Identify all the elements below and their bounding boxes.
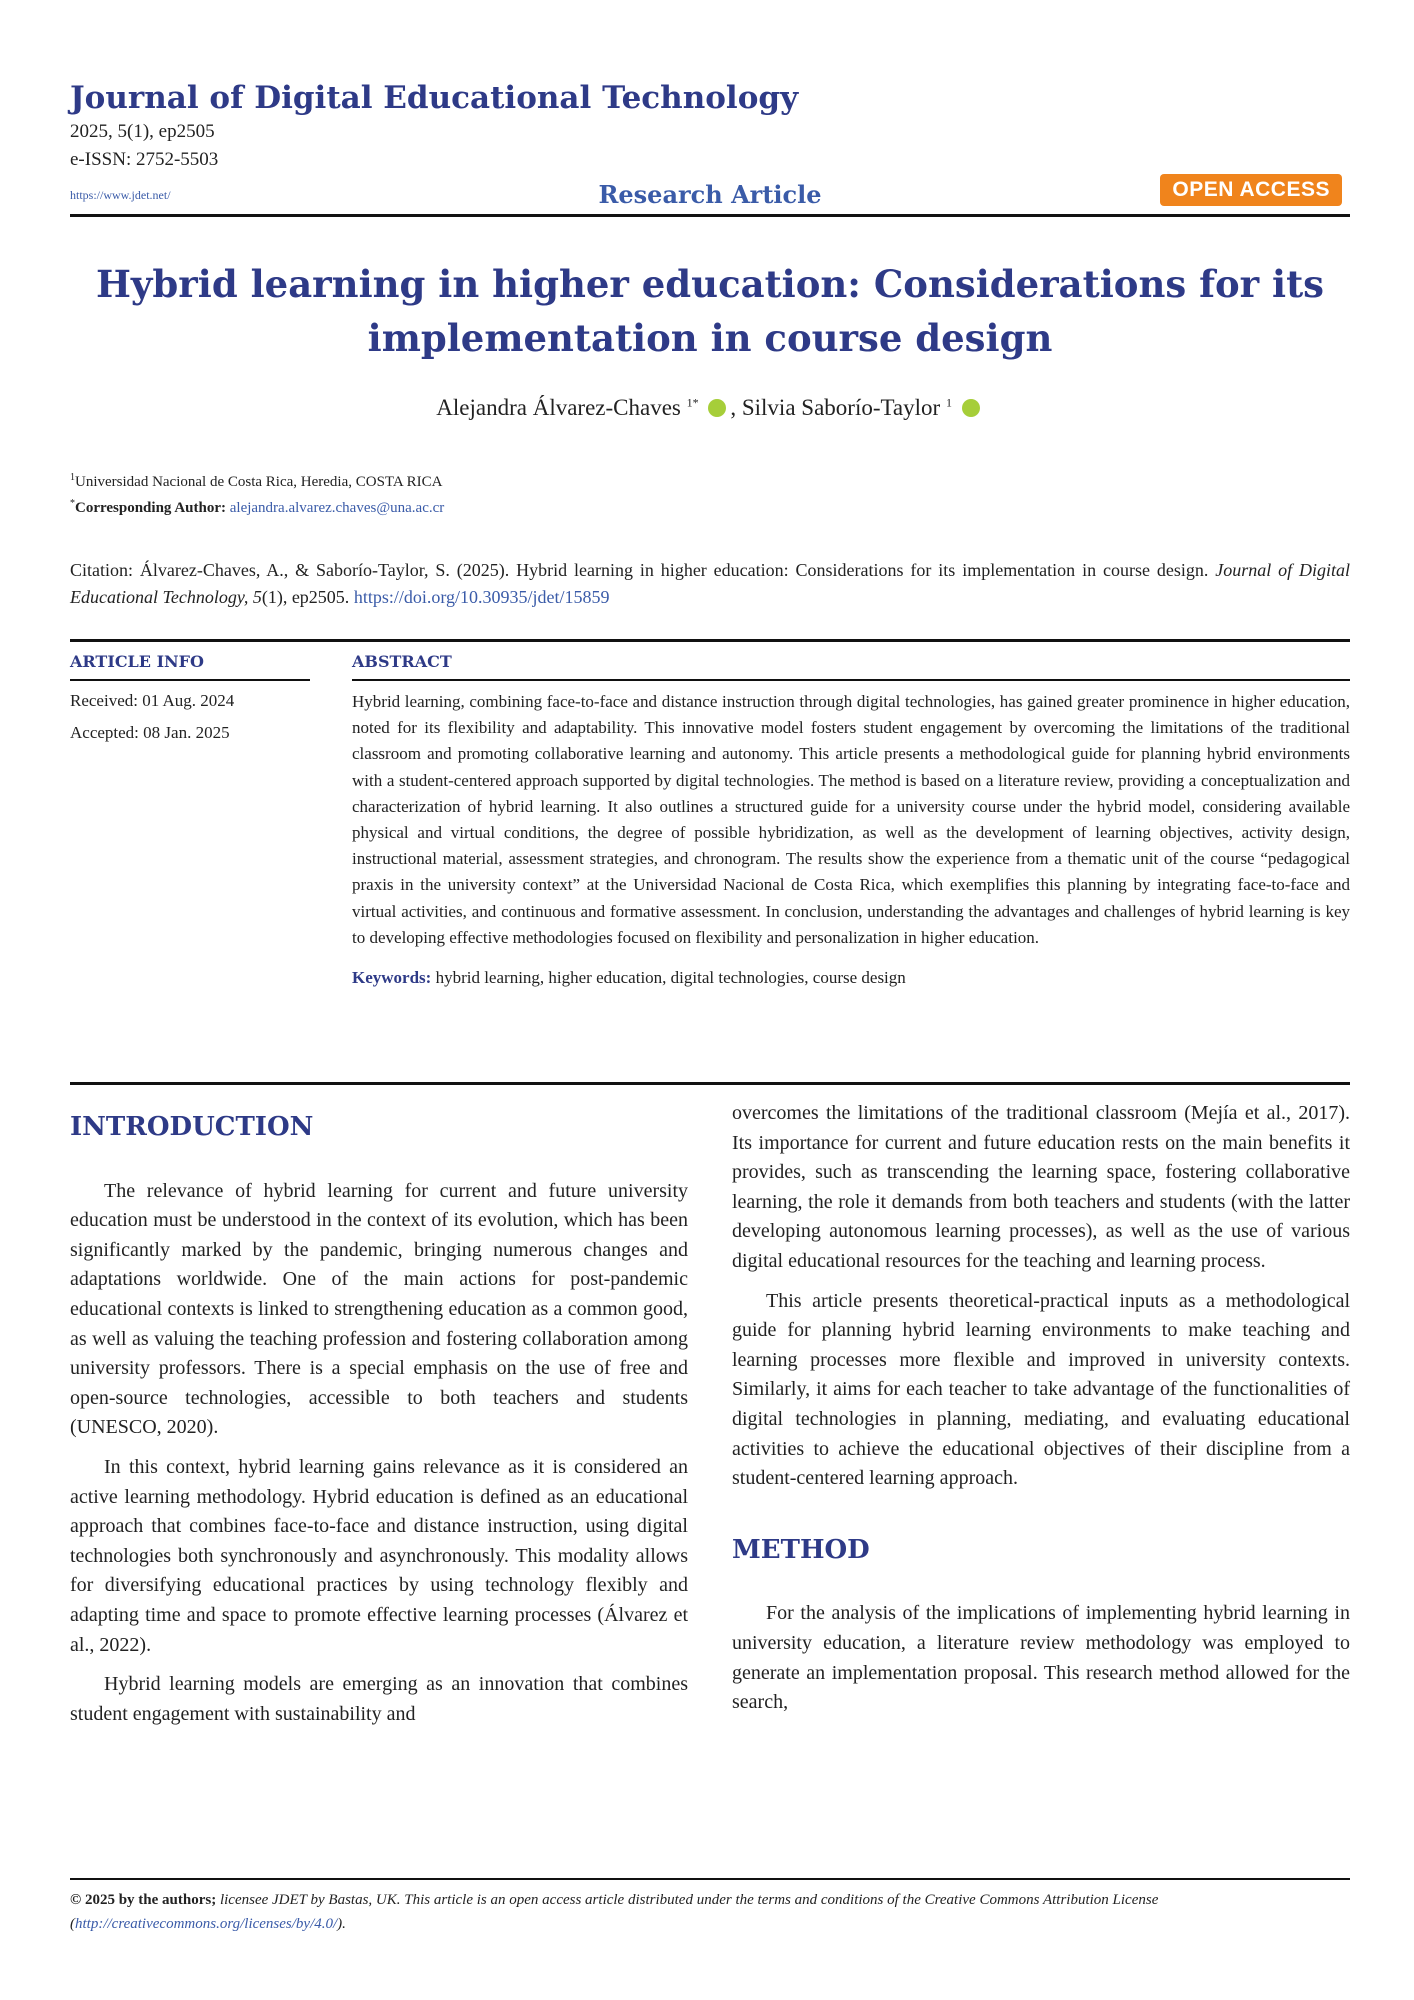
introduction-heading: INTRODUCTION: [70, 1112, 314, 1142]
keywords: [352, 965, 1350, 991]
page: [70, 78, 1350, 1845]
author-list: [70, 395, 1350, 421]
right-column: [732, 1099, 1350, 1728]
author-name: Alejandra Álvarez-Chaves: [436, 395, 681, 420]
citation-journal: Journal of Digital Educational Technology, 5: [70, 560, 1350, 607]
license-link[interactable]: http://creativecommons.org/licenses/by/4.0/: [75, 1916, 338, 1932]
orcid-icon[interactable]: [962, 399, 980, 417]
title-line-2: implementation in course design: [367, 316, 1053, 360]
citation-text: Álvarez-Chaves, A., & Saborío-Taylor, S. (2025). Hybrid learning in higher education: Considerations for its implementation in course design.: [139, 560, 1209, 580]
accepted-date: Accepted: 08 Jan. 2025: [70, 723, 230, 742]
abstract: [352, 652, 1350, 991]
license-text: licensee JDET by Bastas, UK. This article is an open access article distributed under the terms and conditions of the Creative Commons Attribution License (: [70, 1892, 1159, 1932]
open-access-badge: OPEN ACCESS: [1160, 174, 1342, 206]
article-info-section: [70, 642, 1350, 1082]
license-notice: [70, 1888, 1350, 1936]
citation: [70, 557, 1350, 611]
author-affiliation-mark: 1*: [686, 395, 699, 410]
corresponding-label: Corresponding Author:: [75, 500, 226, 516]
body-columns: [70, 1085, 1350, 1845]
author-separator: ,: [730, 395, 737, 420]
license-end: ).: [337, 1916, 346, 1932]
article-info: [70, 652, 310, 749]
doi-link[interactable]: https://doi.org/10.30935/jdet/15859: [353, 587, 610, 607]
paragraph: Hybrid learning models are emerging as an innovation that combines student engagement with sustainability and: [70, 1673, 688, 1725]
author-name: Silvia Saborío-Taylor: [741, 395, 941, 420]
keywords-text: hybrid learning, higher education, digital technologies, course design: [435, 968, 906, 988]
header-divider: [70, 214, 1350, 217]
header-row: [70, 174, 1350, 214]
journal-title: Journal of Digital Educational Technology: [70, 80, 799, 116]
footer: [70, 1878, 1350, 1936]
orcid-icon[interactable]: [708, 399, 726, 417]
corresponding-mark: *: [70, 498, 75, 509]
affiliation-mark: 1: [70, 472, 75, 483]
paragraph: In this context, hybrid learning gains relevance as it is considered an active learning methodology. Hybrid education is defined as an educational approach that combines face-to-face and distance instruction, using digital technologies both synchronously and asynchronously. This modality allows for diversifying educational practices by using technology flexibly and adapting time and space to promote effective learning processes (Álvarez et al., 2022).: [70, 1455, 688, 1656]
abstract-label: ABSTRACT: [352, 652, 1350, 681]
paragraph: overcomes the limitations of the traditional classroom (Mejía et al., 2017). Its importance for current and future education rests on the main benefits it provides, such as transcending the learning space, fostering collaborative learning, the role it demands from both teachers and students (with the latter developing autonomous learning processes), as well as the use of various digital educational resources for the teaching and learning process.: [732, 1102, 1350, 1272]
abstract-text: Hybrid learning, combining face-to-face and distance instruction through digital technologies, has gained greater prominence in higher education, noted for its flexibility and adaptability. This innovative model fosters student engagement by overcoming the limitations of the traditional classroom and promoting collaborative learning and autonomy. This article presents a methodological guide for planning hybrid environments with a student-centered approach supported by digital technologies. The method is based on a literature review, providing a conceptualization and characterization of hybrid learning. It also outlines a structured guide for a university course under the hybrid model, considering available physical and virtual conditions, the degree of possible hybridization, as well as the development of learning objectives, activity design, instructional material, assessment strategies, and chronogram. The results show the experience from a thematic unit of the course “pedagogical praxis in the university context” at the Universidad Nacional de Costa Rica, which exemplifies this planning by integrating face-to-face and virtual activities, and continuous and formative assessment. In conclusion, understanding the advantages and challenges of hybrid learning is key to developing effective methodologies focused on flexibility and personalization in higher education.: [352, 692, 1350, 947]
affiliations: [70, 467, 1350, 519]
article-info-label: ARTICLE INFO: [70, 652, 310, 681]
footer-divider: [70, 1878, 1350, 1880]
received-date: Received: 01 Aug. 2024: [70, 691, 235, 710]
article-type: Research Article: [598, 180, 822, 209]
left-column: [70, 1099, 688, 1739]
corresponding-email-link[interactable]: alejandra.alvarez.chaves@una.ac.cr: [229, 500, 445, 516]
paragraph: The relevance of hybrid learning for current and future university education must be understood in the context of its evolution, which has been significantly marked by the pandemic, bringing numerous changes and adaptations worldwide. One of the main actions for post-pandemic educational contexts is linked to strengthening education as a common good, as well as valuing the teaching profession and fostering collaboration among university professors. There is a special emphasis on the use of free and open-source technologies, accessible to both teachers and students (UNESCO, 2020).: [70, 1179, 688, 1439]
journal-eissn: e-ISSN: 2752-5503: [70, 149, 219, 170]
article-title: [70, 257, 1350, 365]
copyright: © 2025 by the authors;: [70, 1892, 217, 1908]
author-affiliation-mark: 1: [945, 395, 952, 410]
paragraph: For the analysis of the implications of implementing hybrid learning in university education, a literature review methodology was employed to generate an implementation proposal. This research method allowed for the search,: [732, 1602, 1350, 1714]
keywords-label: Keywords:: [352, 968, 432, 988]
journal-volume: 2025, 5(1), ep2505: [70, 121, 215, 142]
title-line-1: Hybrid learning in higher education: Considerations for its: [95, 262, 1325, 306]
paragraph: This article presents theoretical-practical inputs as a methodological guide for planning hybrid learning environments to make teaching and learning processes more flexible and improved in university contexts. Similarly, it aims for each teacher to take advantage of the functionalities of digital technologies in planning, mediating, and evaluating educational activities to achieve the educational objectives of their discipline from a student-centered learning approach.: [732, 1289, 1350, 1490]
method-heading: METHOD: [732, 1534, 870, 1565]
citation-label: Citation:: [70, 560, 133, 580]
journal-url-link[interactable]: https://www.jdet.net/: [70, 188, 171, 202]
citation-issue: (1), ep2505.: [261, 587, 350, 607]
affiliation-text: Universidad Nacional de Costa Rica, Heredia, COSTA RICA: [75, 474, 443, 490]
